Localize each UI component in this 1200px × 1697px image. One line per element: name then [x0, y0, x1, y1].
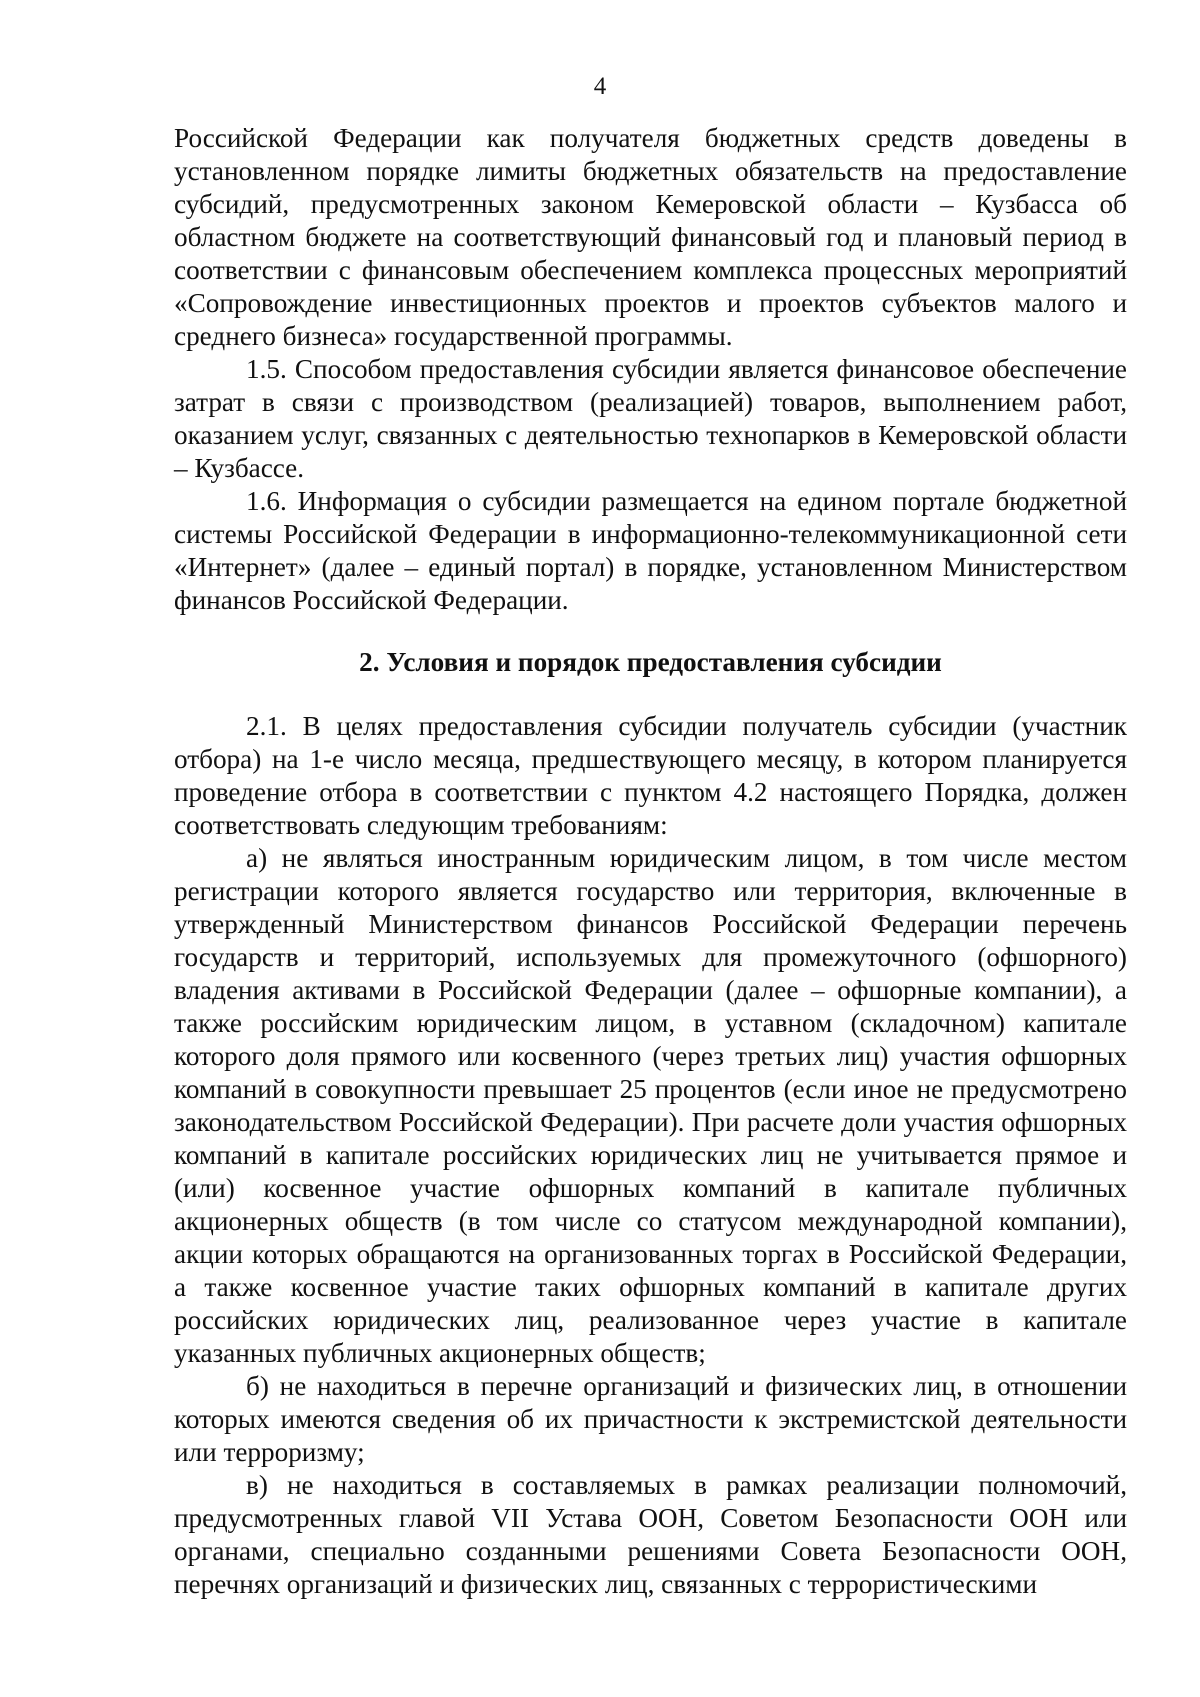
paragraph-1-6: 1.6. Информация о субсидии размещается на едином портале бюджетной системы Российской Федерации в информационно-телекоммуникационной сети «Интернет» (далее – единый портал) в порядке, установленном Министерством финансов Российской Федерации. — [174, 486, 1127, 615]
document-body — [174, 122, 1127, 1601]
paragraph-2-1-b: б) не находиться в перечне организаций и физических лиц, в отношении которых имеются сведения об их причастности к экстремистской деятельности или терроризму; — [174, 1371, 1127, 1467]
page-number: 4 — [593, 73, 607, 100]
section-heading: 2. Условия и порядок предоставления субсидии — [359, 647, 942, 677]
paragraph-budget-limits: Российской Федерации как получателя бюджетных средств доведены в установленном порядке лимиты бюджетных обязательств на предоставление субсидий, предусмотренных законом Кемеровской области – Кузбасса об областном бюджете на соответствующий финансовый год и плановый период в соответствии с финансовым обеспечением комплекса процессных мероприятий «Сопровождение инвестиционных проектов и проектов субъектов малого и среднего бизнеса» государственной программы. — [174, 123, 1127, 351]
paragraph-2-1-v: в) не находиться в составляемых в рамках реализации полномочий, предусмотренных главой VII Устава ООН, Советом Безопасности ООН или органами, специально созданными решениями Совета Безопасности ООН, перечнях организаций и физических лиц, связанных с террористическими — [174, 1470, 1127, 1599]
paragraph-2-1-a: а) не являться иностранным юридическим лицом, в том числе местом регистрации которого является государство или территория, включенные в утвержденный Министерством финансов Российской Федерации перечень государств и территорий, используемых для промежуточного (офшорного) владения активами в Российской Федерации (далее – офшорные компании), а также российским юридическим лицом, в уставном (складочном) капитале которого доля прямого или косвенного (через третьих лиц) участия офшорных компаний в совокупности превышает 25 процентов (если иное не предусмотрено законодательством Российской Федерации). При расчете доли участия офшорных компаний в капитале российских юридических лиц не учитывается прямое и (или) косвенное участие офшорных компаний в капитале публичных акционерных обществ (в том числе со статусом международной компании), акции которых обращаются на организованных торгах в Российской Федерации, а также косвенное участие таких офшорных компаний в капитале других российских юридических лиц, реализованное через участие в капитале указанных публичных акционерных обществ; — [174, 843, 1127, 1368]
paragraph-1-5: 1.5. Способом предоставления субсидии является финансовое обеспечение затрат в связи с производством (реализацией) товаров, выполнением работ, оказанием услуг, связанных с деятельностью технопарков в Кемеровской области – Кузбассе. — [174, 354, 1127, 483]
paragraph-2-1: 2.1. В целях предоставления субсидии получатель субсидии (участник отбора) на 1-е число месяца, предшествующего месяцу, в котором планируется проведение отбора в соответствии с пунктом 4.2 настоящего Порядка, должен соответствовать следующим требованиям: — [174, 711, 1127, 840]
